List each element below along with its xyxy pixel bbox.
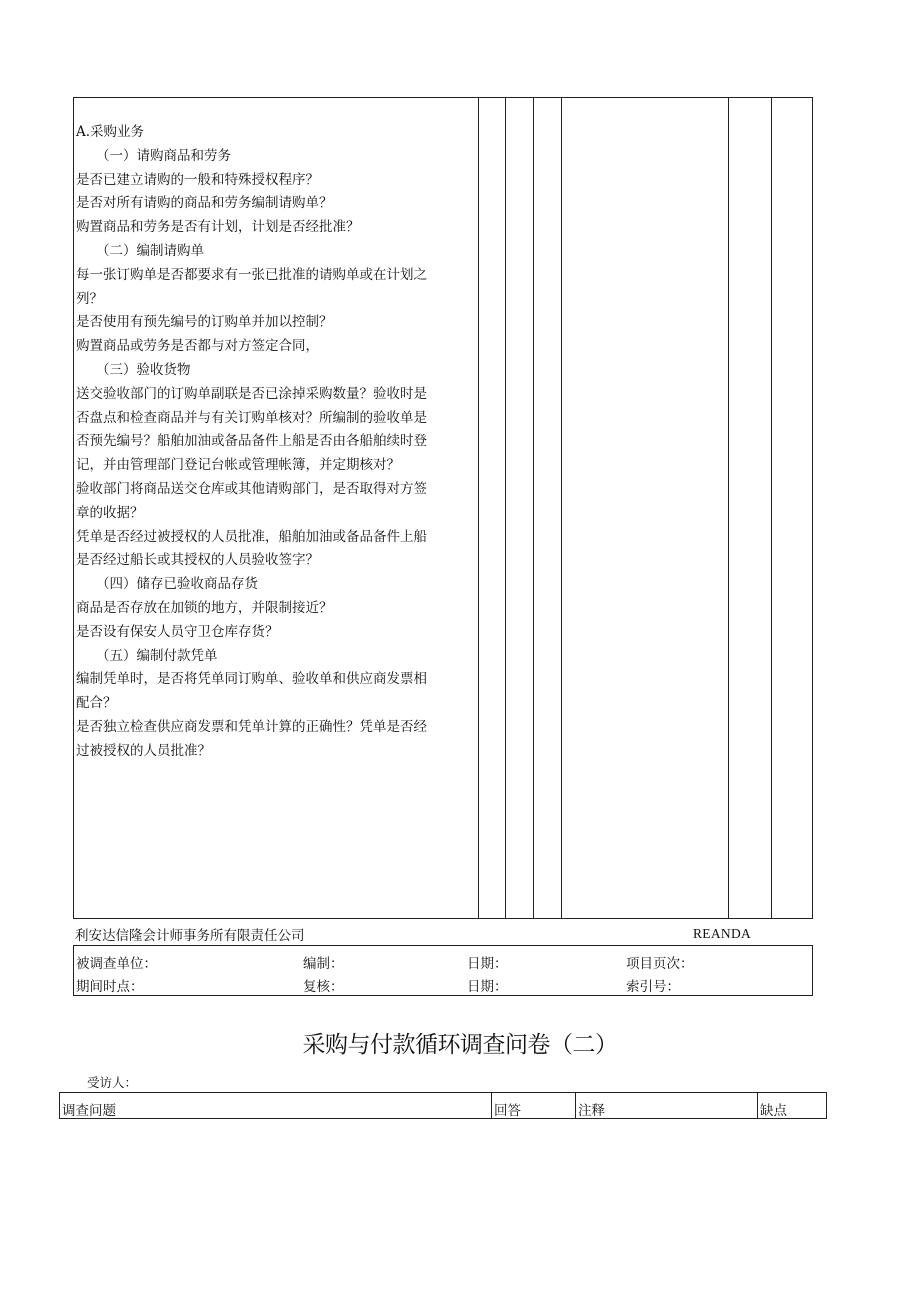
question-line: 是否对所有请购的商品和劳务编制请购单？ bbox=[76, 195, 333, 212]
column-divider bbox=[757, 1093, 758, 1118]
question-line: 否盘点和检查商品并与有关订购单核对？所编制的验收单是 bbox=[76, 409, 427, 426]
question-line: 商品是否存放在加锁的地方，并限制接近？ bbox=[76, 599, 333, 616]
column-divider bbox=[478, 98, 479, 918]
question-line: 过被授权的人员批准？ bbox=[76, 742, 211, 759]
section-heading: A.采购业务 bbox=[76, 124, 145, 140]
page-number-label: 项目页次： bbox=[626, 956, 694, 972]
question-line: 记，并由管理部门登记台帐或管理帐簿，并定期核对？ bbox=[76, 457, 400, 474]
column-divider bbox=[575, 1093, 576, 1118]
subsection-heading: （二）编制请购单 bbox=[96, 242, 204, 259]
header-question: 调查问题 bbox=[62, 1103, 116, 1119]
column-divider bbox=[771, 98, 772, 918]
header-defect: 缺点 bbox=[760, 1103, 787, 1119]
subsection-heading: （四）储存已验收商品存货 bbox=[96, 576, 258, 593]
unit-label: 被调查单位： bbox=[76, 956, 157, 972]
question-line: 每一张订购单是否都要求有一张已批准的请购单或在计划之 bbox=[76, 266, 427, 283]
subsection-heading: （一）请购商品和劳务 bbox=[96, 147, 231, 164]
firm-name: 利安达信隆会计师事务所有限责任公司 bbox=[75, 928, 305, 944]
table-header-row bbox=[59, 1092, 827, 1119]
period-label: 期间时点： bbox=[76, 979, 144, 995]
question-line: 是否经过船长或其授权的人员验收签字？ bbox=[76, 552, 319, 569]
question-line: 凭单是否经过被授权的人员批准，船舶加油或备品备件上船 bbox=[76, 528, 427, 545]
question-line: 配合？ bbox=[76, 695, 117, 712]
question-line: 章的收据？ bbox=[76, 504, 144, 521]
question-line: 列？ bbox=[76, 290, 103, 307]
page-title: 采购与付款循环调查问卷（二） bbox=[302, 1032, 618, 1058]
column-divider bbox=[505, 98, 506, 918]
question-line: 购置商品或劳务是否都与对方签定合同， bbox=[76, 338, 319, 355]
prepared-by-label: 编制： bbox=[303, 956, 344, 972]
question-line: 是否使用有预先编号的订购单并加以控制？ bbox=[76, 314, 333, 331]
brand-logo-text: REANDA bbox=[693, 926, 752, 941]
header-note: 注释 bbox=[578, 1103, 605, 1119]
column-divider bbox=[561, 98, 562, 918]
sign-off-box bbox=[73, 945, 813, 996]
question-line: 购置商品和劳务是否有计划，计划是否经批准？ bbox=[76, 219, 360, 236]
question-line: 是否独立检查供应商发票和凭单计算的正确性？凭单是否经 bbox=[76, 718, 427, 735]
question-line: 编制凭单时，是否将凭单同订购单、验收单和供应商发票相 bbox=[76, 671, 427, 688]
interviewee-label: 受访人： bbox=[87, 1075, 138, 1090]
column-divider bbox=[728, 98, 729, 918]
review-date-label: 日期： bbox=[467, 979, 508, 995]
date-label: 日期： bbox=[467, 956, 508, 972]
question-line: 送交验收部门的订购单副联是否已涂掉采购数量？验收时是 bbox=[76, 385, 427, 402]
subsection-heading: （三）验收货物 bbox=[96, 361, 191, 378]
question-line: 是否设有保安人员守卫仓库存货？ bbox=[76, 623, 279, 640]
questionnaire-table bbox=[73, 97, 813, 919]
reviewed-by-label: 复核： bbox=[303, 979, 344, 995]
column-divider bbox=[491, 1093, 492, 1118]
subsection-heading: （五）编制付款凭单 bbox=[96, 647, 218, 664]
index-number-label: 索引号： bbox=[626, 979, 680, 995]
question-list bbox=[76, 121, 478, 764]
header-answer: 回答 bbox=[494, 1103, 521, 1119]
column-divider bbox=[533, 98, 534, 918]
question-line: 否预先编号？船舶加油或备品备件上船是否由各船舶续时登 bbox=[76, 433, 427, 450]
question-line: 是否已建立请购的一般和特殊授权程序？ bbox=[76, 171, 319, 188]
question-line: 验收部门将商品送交仓库或其他请购部门，是否取得对方签 bbox=[76, 480, 427, 497]
